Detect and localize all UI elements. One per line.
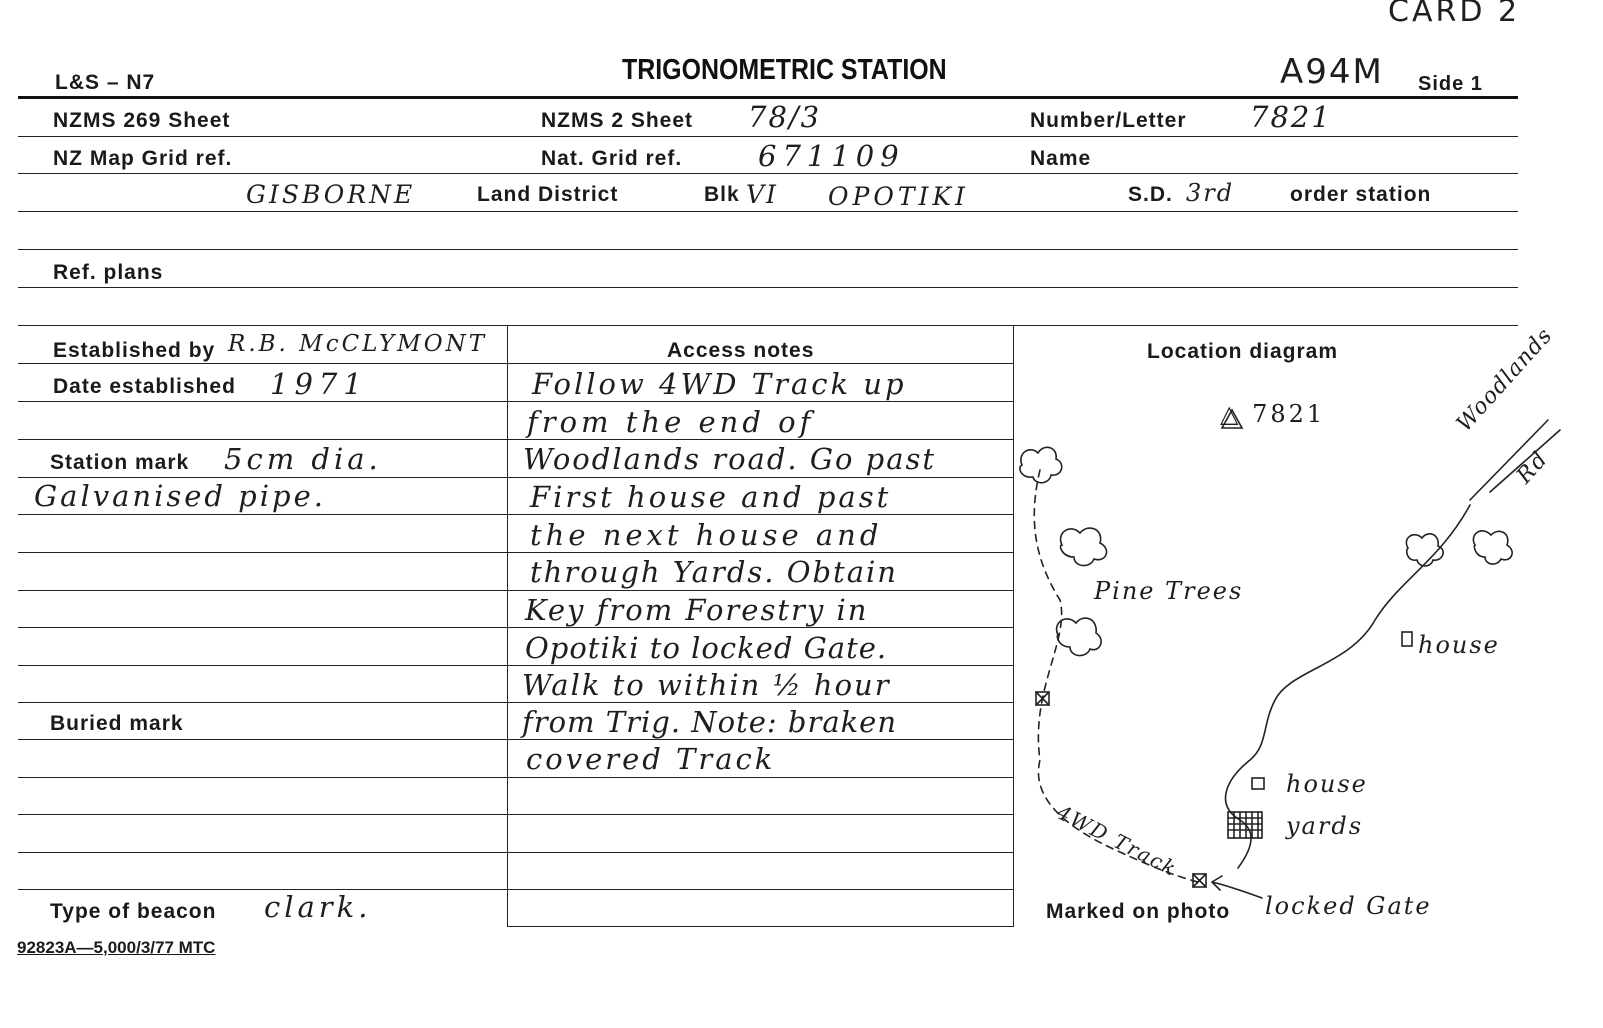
location-diagram-header: Location diagram — [1147, 340, 1339, 363]
access-line-7: Key from Forestry in — [525, 593, 869, 627]
tree-1 — [1020, 447, 1062, 482]
ref-plans-label: Ref. plans — [53, 261, 164, 284]
access-line-1: Follow 4WD Track up — [532, 367, 907, 401]
yards-label: yards — [1286, 812, 1364, 840]
locked-gate-label: locked Gate — [1265, 892, 1432, 920]
nzms2-value: 78/3 — [748, 100, 822, 134]
type-of-beacon-label: Type of beacon — [50, 900, 217, 923]
access-line-5: the next house and — [530, 518, 883, 552]
marked-on-photo-label: Marked on photo — [1046, 900, 1231, 923]
access-line-6: through Yards. Obtain — [530, 555, 898, 589]
page-title: TRIGONOMETRIC STATION — [622, 54, 947, 86]
station-mark-value-1: 5cm dia. — [224, 442, 382, 476]
station-mark-label: Station mark — [50, 451, 190, 474]
land-district-label: Land District — [477, 183, 619, 206]
nzms2-label: NZMS 2 Sheet — [541, 109, 694, 132]
card-label: CARD 2 — [1388, 0, 1521, 29]
road-label-rd: Rd — [1512, 446, 1554, 489]
established-by-label: Established by — [53, 339, 216, 362]
access-line-10: from Trig. Note: braken — [522, 705, 898, 739]
number-letter-label: Number/Letter — [1030, 109, 1187, 132]
date-established-label: Date established — [53, 375, 236, 398]
nzms269-label: NZMS 269 Sheet — [53, 109, 231, 132]
sd-label: S.D. — [1128, 183, 1173, 206]
form-footer: 92823A—5,000/3/77 MTC — [17, 938, 216, 957]
house-label-1: house — [1418, 631, 1500, 659]
locked-gate-arrow — [1212, 876, 1262, 898]
buried-mark-label: Buried mark — [50, 712, 184, 735]
tree-2 — [1061, 528, 1107, 566]
access-notes-header: Access notes — [667, 339, 815, 362]
access-line-11: covered Track — [526, 742, 776, 776]
nz-map-grid-label: NZ Map Grid ref. — [53, 147, 233, 170]
house-1 — [1402, 632, 1412, 646]
tree-3 — [1057, 618, 1102, 656]
tree-5 — [1473, 531, 1512, 564]
date-established-value: 1971 — [270, 367, 368, 401]
station-code: A94M — [1280, 52, 1384, 92]
nat-grid-label: Nat. Grid ref. — [541, 147, 683, 170]
name-label: Name — [1030, 147, 1092, 170]
access-line-2: from the end of — [527, 405, 815, 439]
blk-value: VI — [746, 180, 778, 209]
station-label: △ 7821 — [1220, 400, 1326, 428]
land-district-value: GISBORNE — [246, 180, 416, 209]
station-mark-value-2: Galvanised pipe. — [34, 479, 326, 513]
track-label: 4WD Track — [1053, 800, 1182, 882]
order-station-label: order station — [1290, 183, 1432, 206]
house-2 — [1252, 778, 1264, 789]
established-by-value: R.B. McCLYMONT — [228, 331, 488, 357]
form-code: L&S – N7 — [55, 71, 156, 94]
blk-label: Blk — [704, 183, 740, 206]
pine-trees-label: Pine Trees — [1094, 577, 1244, 605]
access-line-9: Walk to within ½ hour — [522, 668, 891, 702]
access-line-3: Woodlands road. Go past — [523, 442, 937, 476]
access-line-8: Opotiki to locked Gate. — [525, 631, 888, 665]
sd-value: 3rd — [1186, 179, 1235, 207]
road-label-woodlands: Woodlands — [1452, 323, 1558, 437]
blk-name: OPOTIKI — [828, 182, 969, 211]
nat-grid-value: 671109 — [758, 139, 905, 173]
house-label-2: house — [1286, 770, 1368, 798]
access-line-4: First house and past — [530, 480, 892, 514]
side-label: Side 1 — [1418, 73, 1483, 95]
type-of-beacon-value: clark. — [264, 890, 372, 924]
number-letter-value: 7821 — [1250, 100, 1332, 134]
